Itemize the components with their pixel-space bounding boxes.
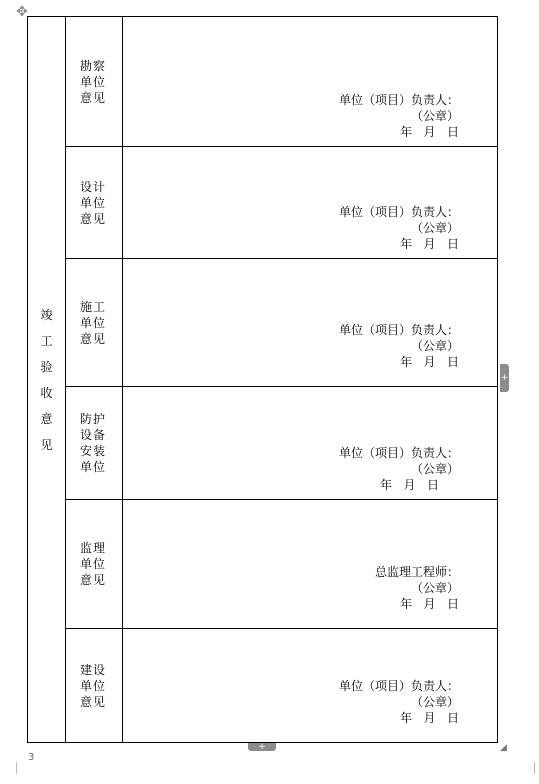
signature-block bbox=[339, 204, 459, 252]
construction-client-unit-label: 建设 单位 意见 bbox=[66, 629, 123, 743]
responsible-person-label: 单位（项目）负责人： bbox=[338, 205, 459, 219]
table-move-icon[interactable]: ✥ bbox=[16, 4, 28, 20]
page-corner-mark bbox=[16, 762, 29, 774]
table-row bbox=[28, 500, 498, 629]
signature-block bbox=[339, 322, 459, 370]
protection-equipment-unit-opinion-cell[interactable] bbox=[123, 387, 498, 500]
date-label: 年 月 日 bbox=[380, 478, 439, 492]
design-unit-label: 设计 单位 意见 bbox=[66, 147, 123, 259]
page-corner-mark bbox=[522, 762, 535, 774]
add-row-plus-icon[interactable]: + bbox=[248, 743, 276, 751]
acceptance-opinion-table bbox=[27, 16, 498, 743]
date-label: 年 月 日 bbox=[400, 237, 459, 251]
supervision-unit-opinion-cell[interactable] bbox=[123, 500, 498, 629]
design-unit-opinion-cell[interactable] bbox=[123, 147, 498, 259]
table-resize-icon[interactable]: ◢ bbox=[500, 743, 507, 753]
responsible-person-label: 单位（项目）负责人： bbox=[338, 446, 459, 460]
protection-equipment-unit-label: 防护 设备 安装 单位 bbox=[66, 387, 123, 500]
survey-unit-label: 勘察 单位 意见 bbox=[66, 17, 123, 147]
signature-block bbox=[339, 92, 459, 140]
outer-label-char: 验 bbox=[40, 359, 53, 374]
outer-label-char: 意 bbox=[40, 411, 53, 426]
date-label: 年 月 日 bbox=[400, 711, 459, 725]
official-seal-label: （公章） bbox=[410, 462, 459, 476]
construction-client-unit-opinion-cell[interactable] bbox=[123, 629, 498, 743]
table-row bbox=[28, 629, 498, 743]
responsible-person-label: 单位（项目）负责人： bbox=[338, 323, 459, 337]
construction-unit-opinion-cell[interactable] bbox=[123, 259, 498, 387]
responsible-person-label: 单位（项目）负责人： bbox=[338, 93, 459, 107]
add-column-plus-icon[interactable]: + bbox=[500, 364, 509, 392]
official-seal-label: （公章） bbox=[410, 339, 459, 353]
outer-label-char: 竣 bbox=[40, 307, 53, 322]
table-row bbox=[28, 387, 498, 500]
signature-block bbox=[339, 678, 459, 726]
signature-block bbox=[339, 445, 459, 493]
date-label: 年 月 日 bbox=[400, 597, 459, 611]
supervision-unit-label: 监理 单位 意见 bbox=[66, 500, 123, 629]
chief-supervising-engineer-label: 总监理工程师： bbox=[374, 565, 459, 579]
date-label: 年 月 日 bbox=[400, 125, 459, 139]
official-seal-label: （公章） bbox=[410, 695, 459, 709]
official-seal-label: （公章） bbox=[410, 109, 459, 123]
survey-unit-opinion-cell[interactable] bbox=[123, 17, 498, 147]
date-label: 年 月 日 bbox=[400, 355, 459, 369]
outer-label-char: 见 bbox=[40, 437, 53, 452]
completion-acceptance-label bbox=[28, 17, 66, 743]
outer-label-char: 工 bbox=[40, 333, 53, 348]
table-row bbox=[28, 147, 498, 259]
responsible-person-label: 单位（项目）负责人： bbox=[338, 679, 459, 693]
table-row bbox=[28, 259, 498, 387]
official-seal-label: （公章） bbox=[410, 221, 459, 235]
signature-block bbox=[375, 564, 459, 612]
table-row bbox=[28, 17, 498, 147]
construction-unit-label: 施工 单位 意见 bbox=[66, 259, 123, 387]
outer-label-char: 收 bbox=[40, 385, 53, 400]
page-number: 3 bbox=[28, 752, 35, 763]
official-seal-label: （公章） bbox=[410, 581, 459, 595]
